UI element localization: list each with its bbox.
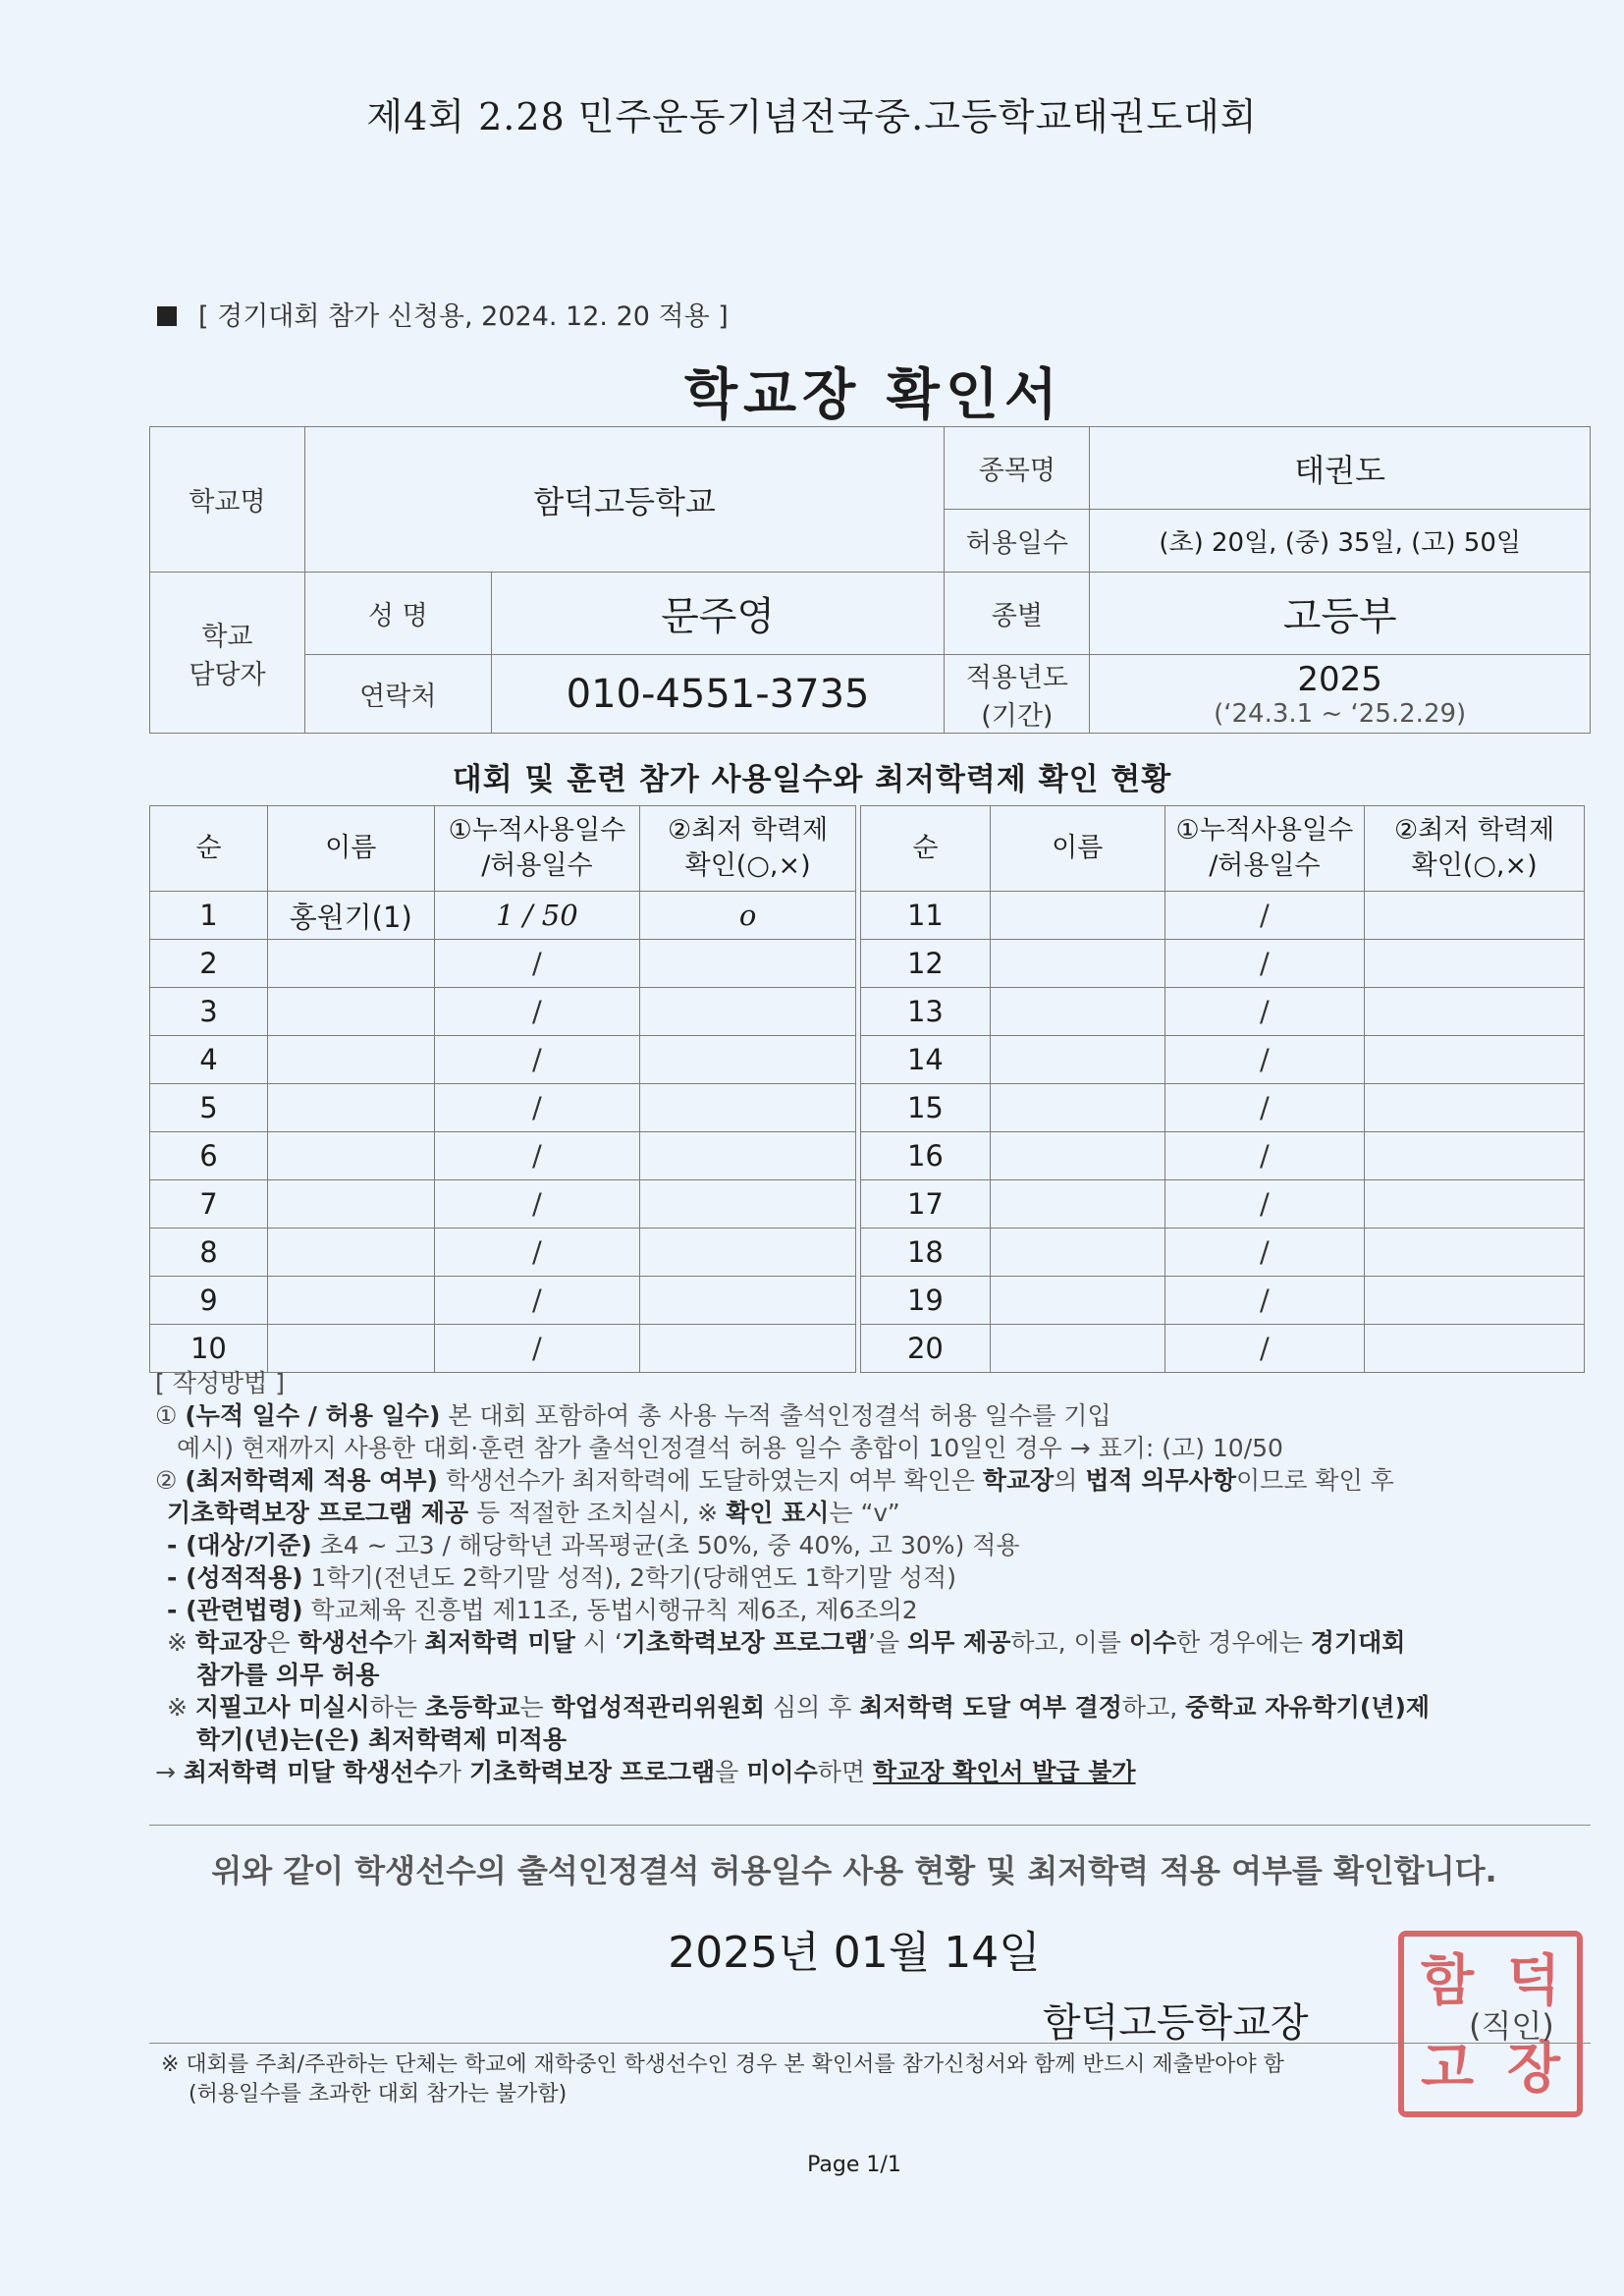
text: 학생선수가 최저학력에 도달하였는지 여부 확인은 [438, 1466, 983, 1495]
allowed-days-value: (초) 20일, (중) 35일, (고) 50일 [1090, 510, 1591, 573]
row-days-used: / [1164, 1277, 1365, 1325]
bold-text: 초등학교 [424, 1693, 520, 1722]
row-academic-check [1365, 1180, 1585, 1229]
header-name: 이름 [267, 806, 434, 892]
bold-text: 법적 의무사항 [1085, 1466, 1237, 1495]
row-academic-check [1365, 1084, 1585, 1132]
instruction-line [155, 1561, 1598, 1594]
row-academic-check [640, 1036, 856, 1084]
header-days-line1: ①누적사용일수 [1175, 815, 1354, 846]
document-title: 학교장 확인서 [683, 363, 1064, 427]
text: 시 ‘ [574, 1628, 623, 1657]
row-academic-check [1365, 892, 1585, 940]
event-title: 제4회 2.28 민주운동기념전국중.고등학교태권도대회 [366, 95, 1258, 138]
text: 1학기(전년도 2학기말 성적), 2학기(당해연도 1학기말 성적) [302, 1563, 956, 1592]
row-number: 10 [150, 1325, 268, 1373]
row-days-used: / [1164, 1036, 1365, 1084]
text: 이므로 확인 후 [1236, 1466, 1394, 1495]
table-row [861, 940, 1585, 988]
footnote-line2: (허용일수를 초과한 대회 참가는 불가함) [189, 2082, 568, 2106]
school-staff-label [150, 573, 305, 734]
form-tag-text: [ 경기대회 참가 신청용, 2024. 12. 20 적용 ] [198, 301, 729, 332]
bold-text: 학교장 [982, 1466, 1055, 1495]
sport-label: 종목명 [945, 427, 1090, 510]
header-no: 순 [861, 806, 991, 892]
bold-text: 학생선수 [298, 1628, 394, 1657]
row-academic-check [1365, 1036, 1585, 1084]
bold-text: 최저학력 미달 학생선수 [183, 1758, 438, 1786]
bold-text: (누적 일수 / 허용 일수) [185, 1401, 441, 1430]
row-number: 9 [150, 1277, 268, 1325]
table-row [861, 1277, 1585, 1325]
row-number: 3 [150, 988, 268, 1036]
instruction-line [155, 1399, 1598, 1432]
sport-value: 태권도 [1090, 427, 1591, 510]
row-days-used: / [1164, 940, 1365, 988]
table-row [150, 1277, 856, 1325]
instruction-line [155, 1659, 1598, 1691]
bold-text: 학기(년)는(은) 최저학력제 미적용 [196, 1725, 568, 1754]
row-academic-check [1365, 1277, 1585, 1325]
row-number: 8 [150, 1229, 268, 1277]
row-days-used: / [1164, 892, 1365, 940]
row-academic-check: o [640, 892, 856, 940]
instruction-line [155, 1756, 1598, 1788]
text: 하고, 이를 [1010, 1628, 1129, 1657]
row-days-used: / [434, 988, 640, 1036]
bold-text: 참가를 의무 허용 [196, 1661, 380, 1689]
school-info-table [149, 426, 1591, 734]
table-row [150, 988, 856, 1036]
row-days-used: / [434, 1084, 640, 1132]
row-number: 2 [150, 940, 268, 988]
row-number: 7 [150, 1180, 268, 1229]
text: 을 [715, 1758, 747, 1786]
row-number: 20 [861, 1325, 991, 1373]
row-number: 14 [861, 1036, 991, 1084]
row-number: 1 [150, 892, 268, 940]
table-row [861, 1132, 1585, 1180]
instruction-line [155, 1464, 1598, 1497]
text: 본 대회 포함하여 총 사용 누적 출석인정결석 허용 일수를 기입 [440, 1401, 1111, 1430]
row-academic-check [1365, 940, 1585, 988]
section-heading: 대회 및 훈련 참가 사용일수와 최저학력제 확인 현황 [452, 762, 1172, 797]
applicable-year-label [945, 655, 1090, 734]
text: 학교체육 진흥법 제11조, 동법시행규칙 제6조, 제6조의2 [302, 1596, 918, 1624]
contact-value: 010-4551-3735 [491, 655, 945, 734]
circled-1: ① [155, 1401, 178, 1430]
row-number: 15 [861, 1084, 991, 1132]
instruction-line [155, 1594, 1598, 1626]
principal-title: 함덕고등학교장 [1043, 2000, 1309, 2046]
row-academic-check [640, 1325, 856, 1373]
row-academic-check [640, 1277, 856, 1325]
seal-char: 고 [1420, 2035, 1475, 2101]
row-student-name [990, 1277, 1164, 1325]
row-days-used: / [434, 1277, 640, 1325]
instruction-line [155, 1626, 1598, 1659]
bold-text: 학교장 [194, 1628, 267, 1657]
divider [149, 1825, 1591, 1826]
row-days-used: / [1164, 1325, 1365, 1373]
school-name-label: 학교명 [150, 427, 305, 573]
allowed-days-label: 허용일수 [945, 510, 1090, 573]
bold-text: 경기대회 [1310, 1628, 1406, 1657]
bold-text: 의무 제공 [907, 1628, 1011, 1657]
bold-text: 최저학력 도달 여부 결정 [859, 1693, 1122, 1722]
applicable-year-value: 2025 [1297, 659, 1382, 699]
row-academic-check [1365, 988, 1585, 1036]
row-student-name [990, 1180, 1164, 1229]
applicable-year-label-line1: 적용년도 [965, 662, 1069, 693]
circled-2: ② [155, 1466, 178, 1495]
bold-underlined-text: 학교장 확인서 발급 불가 [872, 1758, 1136, 1786]
footnote-line1: ※ 대회를 주최/주관하는 단체는 학교에 재학중인 학생선수인 경우 본 확인서를 참가신청서와 함께 반드시 제출받아야 함 [161, 2052, 1284, 2077]
row-academic-check [640, 940, 856, 988]
division-label: 종별 [945, 573, 1090, 655]
row-student-name [990, 940, 1164, 988]
footnote [161, 2050, 1555, 2109]
instruction-line [155, 1497, 1598, 1529]
applicable-year-label-line2: (기간) [981, 700, 1054, 732]
instruction-line [155, 1529, 1598, 1561]
table-row [861, 1036, 1585, 1084]
text: 는 [519, 1693, 552, 1722]
header-days-line2: /허용일수 [1209, 850, 1321, 881]
table-row [150, 940, 856, 988]
instruction-line [155, 1691, 1598, 1723]
row-student-name [267, 1277, 434, 1325]
text: 초4 ~ 고3 / 해당학년 과목평균(초 50%, 중 40%, 고 30%) 적용 [311, 1531, 1020, 1559]
row-number: 11 [861, 892, 991, 940]
row-academic-check [1365, 1229, 1585, 1277]
text: 한 경우에는 [1176, 1628, 1311, 1657]
issue-date: 2025년 01월 14일 [668, 1928, 1041, 1978]
row-academic-check [640, 988, 856, 1036]
row-student-name [267, 1325, 434, 1373]
row-student-name [267, 1180, 434, 1229]
staff-name-label: 성 명 [304, 573, 491, 655]
text: 가 [437, 1758, 469, 1786]
bold-text: 지필고사 미실시 [194, 1693, 370, 1722]
seal-placeholder: (직인) [1469, 2007, 1554, 2045]
text: ※ [167, 1628, 195, 1657]
bold-text: 미이수 [746, 1758, 818, 1786]
row-student-name [267, 988, 434, 1036]
row-days-used: / [434, 940, 640, 988]
bold-text: 학업성적관리위원회 [551, 1693, 765, 1722]
text: 가 [393, 1628, 425, 1657]
seal-char: 덕 [1506, 1947, 1561, 2013]
arrow-text: → [155, 1758, 184, 1786]
row-days-used: / [434, 1229, 640, 1277]
table-row [150, 892, 856, 940]
table-row [861, 892, 1585, 940]
row-number: 18 [861, 1229, 991, 1277]
school-staff-label-line2: 담당자 [189, 659, 266, 690]
table-row [150, 1229, 856, 1277]
confirmation-statement: 위와 같이 학생선수의 출석인정결석 허용일수 사용 현황 및 최저학력 적용 여부를 확인합니다. [211, 1852, 1497, 1889]
row-academic-check [640, 1132, 856, 1180]
text: 하고, [1121, 1693, 1186, 1722]
seal-char: 장 [1506, 2035, 1561, 2101]
table-row [150, 1325, 856, 1373]
square-bullet-icon [157, 306, 177, 326]
text: ※ [167, 1693, 195, 1722]
text: 하면 [817, 1758, 873, 1786]
row-student-name [990, 1036, 1164, 1084]
row-student-name [267, 940, 434, 988]
bold-text: (최저학력제 적용 여부) [185, 1466, 438, 1495]
table-row [150, 1132, 856, 1180]
row-academic-check [1365, 1132, 1585, 1180]
row-number: 5 [150, 1084, 268, 1132]
row-student-name: 홍원기(1) [267, 892, 434, 940]
table-row [861, 1325, 1585, 1373]
header-check-line2: 확인(○,×) [684, 850, 811, 881]
instructions-heading: [ 작성방법 ] [155, 1369, 286, 1397]
applicable-period: (‘24.3.1 ~ ‘25.2.29) [1214, 698, 1467, 729]
row-student-name [990, 1084, 1164, 1132]
row-days-used: 1 / 50 [434, 892, 640, 940]
row-student-name [267, 1036, 434, 1084]
table-row [861, 1084, 1585, 1132]
division-value: 고등부 [1090, 573, 1591, 655]
row-days-used: / [1164, 1132, 1365, 1180]
text: ’을 [868, 1628, 908, 1657]
bold-text: 확인 표시 [726, 1499, 830, 1527]
row-days-used: / [1164, 1229, 1365, 1277]
form-tag [157, 295, 729, 333]
row-student-name [990, 1325, 1164, 1373]
row-student-name [990, 1229, 1164, 1277]
row-days-used: / [434, 1180, 640, 1229]
header-check [1365, 806, 1585, 892]
bold-text: 최저학력 미달 [424, 1628, 575, 1657]
text: 심의 후 [765, 1693, 860, 1722]
table-row [150, 1180, 856, 1229]
row-number: 16 [861, 1132, 991, 1180]
text: 등 적절한 조치실시, ※ [468, 1499, 727, 1527]
header-days-line1: ①누적사용일수 [448, 815, 626, 846]
row-days-used: / [1164, 988, 1365, 1036]
table-row [861, 1229, 1585, 1277]
bold-text: 기초학력보장 프로그램 제공 [167, 1499, 469, 1527]
header-check-line1: ②최저 학력제 [668, 815, 829, 846]
bold-text: - (관련법령) [167, 1596, 303, 1624]
row-student-name [267, 1132, 434, 1180]
row-days-used: / [1164, 1180, 1365, 1229]
school-name-value: 함덕고등학교 [304, 427, 945, 573]
table-row [150, 1036, 856, 1084]
header-check-line1: ②최저 학력제 [1394, 815, 1555, 846]
row-student-name [990, 892, 1164, 940]
row-days-used: / [434, 1132, 640, 1180]
row-days-used: / [1164, 1084, 1365, 1132]
contact-label: 연락처 [304, 655, 491, 734]
header-no: 순 [150, 806, 268, 892]
row-number: 4 [150, 1036, 268, 1084]
bold-text: 기초학력보장 프로그램 [468, 1758, 716, 1786]
header-name: 이름 [990, 806, 1164, 892]
row-days-used: / [434, 1036, 640, 1084]
instruction-line: 예시) 현재까지 사용한 대회·훈련 참가 출석인정결석 허용 일수 총합이 10일인 경우 → 표기: (고) 10/50 [177, 1434, 1283, 1462]
row-number: 6 [150, 1132, 268, 1180]
bold-text: 중학교 자유학기(년)제 [1185, 1693, 1431, 1722]
instructions [155, 1367, 1598, 1788]
bold-text: - (성적적용) [167, 1563, 303, 1592]
row-number: 13 [861, 988, 991, 1036]
staff-name-value: 문주영 [491, 573, 945, 655]
table-row [861, 1180, 1585, 1229]
header-days [1164, 806, 1365, 892]
table-row [150, 1084, 856, 1132]
row-academic-check [640, 1229, 856, 1277]
header-days [434, 806, 640, 892]
row-student-name [990, 988, 1164, 1036]
row-number: 12 [861, 940, 991, 988]
text: 하는 [369, 1693, 425, 1722]
row-academic-check [1365, 1325, 1585, 1373]
header-days-line2: /허용일수 [481, 850, 593, 881]
row-academic-check [640, 1084, 856, 1132]
text: 의 [1054, 1466, 1086, 1495]
text: 는 “v” [829, 1499, 900, 1527]
header-check-line2: 확인(○,×) [1411, 850, 1538, 881]
instruction-line [155, 1723, 1598, 1756]
bold-text: 이수 [1128, 1628, 1177, 1657]
bold-text: 기초학력보장 프로그램 [622, 1628, 869, 1657]
header-check [640, 806, 856, 892]
seal-char: 함 [1420, 1947, 1475, 2013]
attendance-table-right [860, 805, 1585, 1373]
attendance-table-left [149, 805, 856, 1373]
divider [149, 2043, 1591, 2044]
table-row [861, 988, 1585, 1036]
row-student-name [990, 1132, 1164, 1180]
bold-text: - (대상/기준) [167, 1531, 312, 1559]
row-student-name [267, 1084, 434, 1132]
row-number: 17 [861, 1180, 991, 1229]
school-staff-label-line1: 학교 [201, 621, 253, 652]
row-student-name [267, 1229, 434, 1277]
page-number: Page 1/1 [807, 2153, 901, 2177]
applicable-year-cell [1090, 655, 1591, 734]
row-days-used: / [434, 1325, 640, 1373]
row-academic-check [640, 1180, 856, 1229]
text: 은 [266, 1628, 298, 1657]
row-number: 19 [861, 1277, 991, 1325]
